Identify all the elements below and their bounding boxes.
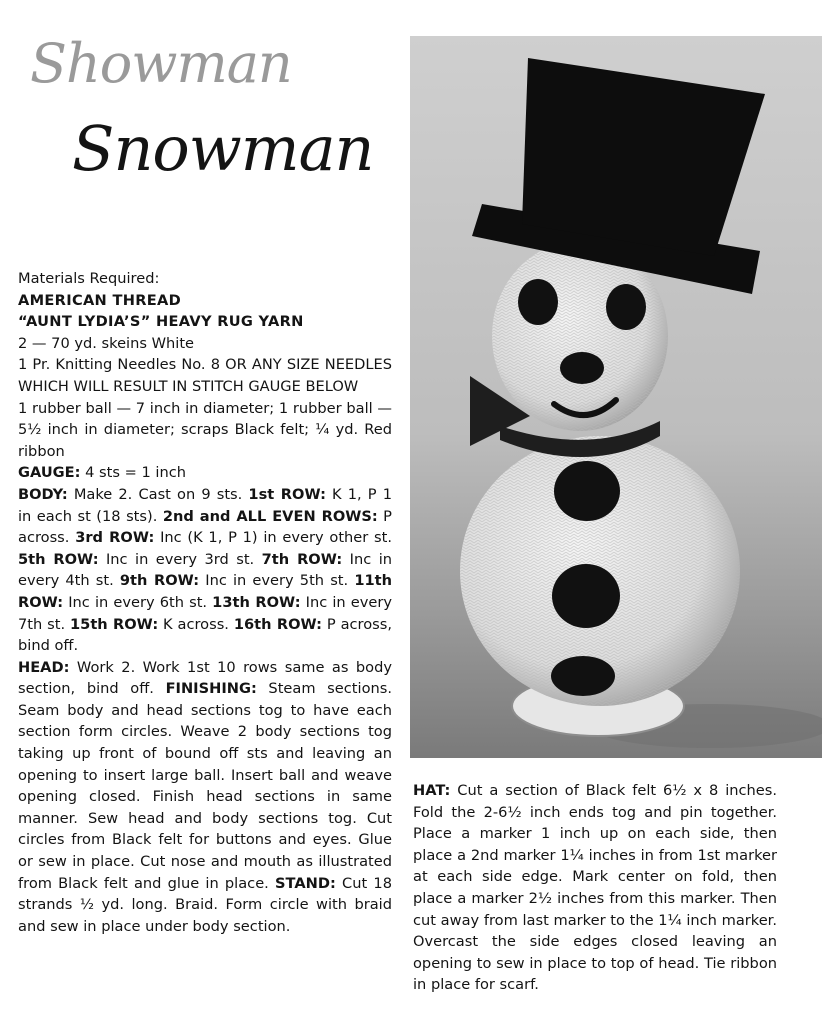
body-text: Make 2. Cast on 9 sts.: [67, 485, 249, 503]
stand-text: Cut 18 strands ½ yd. long. Braid. Form circle with braid and sew in place under body section.: [18, 874, 392, 935]
materials-heading: Materials Required:: [18, 270, 160, 287]
head-text: Work 2. Work 1st 10 rows same as body section, bind off.: [18, 658, 392, 698]
body-text: Inc in every 5th st.: [199, 572, 355, 590]
snowman-photo-graphic: [410, 36, 822, 758]
body-label: BODY:: [18, 485, 68, 503]
body-text: K 1, P 1 in each st (18 sts).: [18, 485, 392, 525]
row-label: 9th ROW:: [119, 572, 200, 590]
head-label: HEAD:: [18, 658, 70, 676]
hat-label: HAT:: [413, 782, 451, 799]
title-snowman: Snowman: [72, 112, 374, 185]
materials-line-2: 1 Pr. Knitting Needles No. 8 OR ANY SIZE NEEDLES WHICH WILL RESULT IN STITCH GAUGE BELOW: [18, 356, 392, 395]
materials-line-1: 2 — 70 yd. skeins White: [18, 334, 195, 352]
row-label: 15th ROW:: [70, 615, 159, 633]
gauge-label: GAUGE:: [18, 464, 81, 482]
gauge-text: 4 sts = 1 inch: [80, 464, 186, 482]
materials-line-3: 1 rubber ball — 7 inch in diameter; 1 rubber ball — 5½ inch in diameter; scraps Black felt; ¼ yd. Red ribbon: [18, 399, 392, 460]
row-label: 3rd ROW:: [75, 529, 155, 547]
snowman-photo: [410, 36, 822, 758]
head-paragraph: [18, 657, 392, 938]
row-label: 2nd and ALL EVEN ROWS:: [162, 507, 378, 525]
eye-left: [518, 279, 558, 325]
stand-label: STAND:: [275, 874, 336, 892]
body-paragraph: [18, 484, 392, 657]
body-text: Inc in every 3rd st.: [98, 550, 262, 568]
row-label: 1st ROW:: [248, 485, 326, 503]
brand-line-1: AMERICAN THREAD: [18, 291, 182, 309]
button-2: [552, 564, 620, 628]
brand-line-2: “AUNT LYDIA’S” HEAVY RUG YARN: [18, 313, 304, 331]
body-text: Inc in every 6th st.: [63, 593, 213, 611]
body-text: Inc in every 7th st.: [18, 593, 393, 633]
instructions-column: [18, 268, 392, 937]
hat-paragraph: [413, 780, 777, 996]
button-3: [551, 656, 615, 696]
body-text: P across, bind off.: [18, 615, 392, 655]
body-text: Inc (K 1, P 1) in every other st.: [154, 529, 393, 547]
body-text: Inc in every 4th st.: [18, 550, 392, 590]
body-text: K across.: [158, 615, 234, 633]
row-label: 5th ROW:: [18, 550, 99, 568]
row-label: 11th ROW:: [18, 572, 392, 611]
row-label: 7th ROW:: [261, 550, 343, 568]
title-showman: Showman: [30, 32, 292, 95]
row-label: 13th ROW:: [212, 593, 301, 611]
button-1: [554, 461, 620, 521]
finishing-text: Steam sections. Seam body and head sections tog to have each section form circles. Weave 2 body sections tog taking up front of bound off sts and leaving an opening to insert large ball. Insert ball and weave opening closed. Finish head sections in same manner. Sew head and body sections tog. Cut circles from Black felt for buttons and eyes. Glue or sew in place. Cut nose and mouth as illustrated from Black felt and glue in place.: [18, 680, 392, 892]
nose: [560, 352, 604, 384]
eye-right: [606, 284, 646, 330]
body-text: P across.: [18, 507, 392, 547]
hat-text: Cut a section of Black felt 6½ x 8 inches. Fold the 2-6½ inch ends tog and pin together. Place a marker 1 inch up on each side, then place a 2nd marker 1¼ inches in from 1st marker at each side edge. Mark center on fold, then place a marker 2½ inches from this marker. Then cut away from last marker to the 1¼ inch marker. Overcast the side edges closed leaving an opening to sew in place to top of head. Tie ribbon in place for scarf.: [413, 782, 777, 994]
hat-column: [413, 780, 777, 996]
gauge-paragraph: [18, 462, 392, 484]
row-label: 16th ROW:: [233, 615, 322, 633]
finishing-label: FINISHING:: [165, 680, 257, 698]
